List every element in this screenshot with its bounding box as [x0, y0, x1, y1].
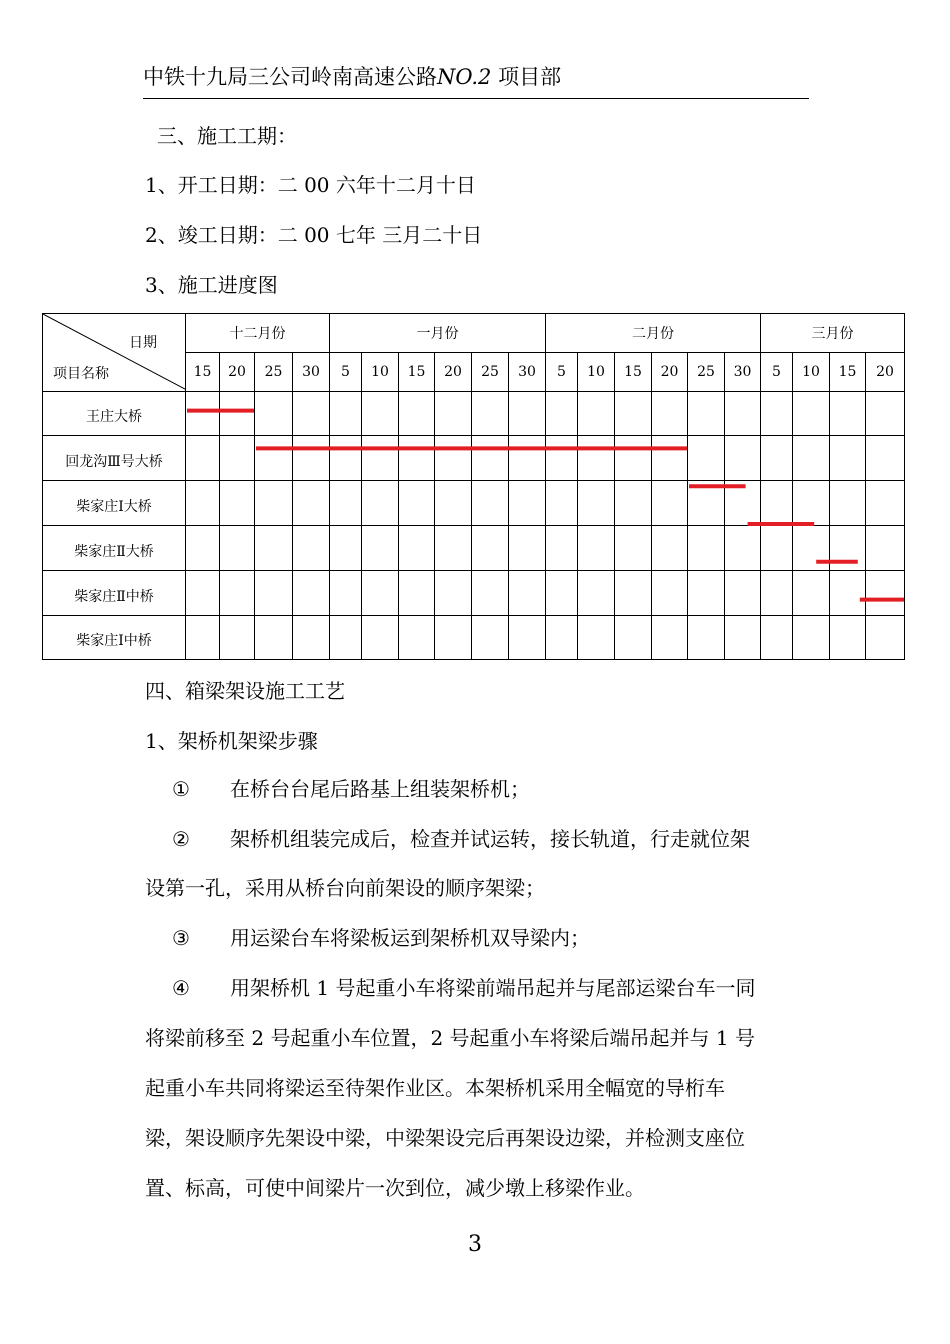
gantt-cell [761, 481, 793, 526]
corner-date-label: 日期 [129, 335, 157, 351]
gantt-cell [761, 525, 793, 570]
start-date: 1、开工日期：二 00 六年十二月十日 [145, 173, 476, 197]
page-header [143, 60, 809, 99]
gantt-cell [472, 391, 509, 436]
gantt-cell [830, 481, 866, 526]
gantt-cell [830, 436, 866, 481]
gantt-cell [615, 525, 652, 570]
gantt-cell [220, 570, 255, 615]
gantt-cell [830, 391, 866, 436]
gantt-cell [652, 436, 688, 481]
page-number: 3 [468, 1232, 482, 1257]
step-number-circle: ② [172, 827, 190, 851]
step-text: 在桥台台尾后路基上组装架桥机； [230, 777, 530, 801]
gantt-task-row [43, 481, 905, 526]
gantt-cell [435, 436, 472, 481]
end-date: 2、竣工日期：二 00 七年 三月二十日 [145, 223, 483, 247]
gantt-cell [761, 436, 793, 481]
day-header: 30 [293, 352, 330, 391]
gantt-cell [830, 525, 866, 570]
gantt-cell [293, 481, 330, 526]
gantt-cell [362, 391, 399, 436]
gantt-cell [255, 391, 293, 436]
gantt-cell [362, 615, 399, 660]
gantt-cell [725, 436, 761, 481]
day-header: 25 [255, 352, 293, 391]
gantt-task-row [43, 525, 905, 570]
gantt-cell [255, 615, 293, 660]
day-header: 10 [362, 352, 399, 391]
gantt-task-row [43, 615, 905, 660]
gantt-cell [472, 525, 509, 570]
gantt-cell [362, 525, 399, 570]
header-title-tail: 项目部 [498, 65, 562, 89]
gantt-cell [293, 436, 330, 481]
day-header: 20 [220, 352, 255, 391]
gantt-cell [793, 481, 830, 526]
gantt-cell [578, 391, 615, 436]
gantt-month-row [43, 314, 905, 353]
gantt-cell [793, 391, 830, 436]
step-text: 架桥机组装完成后，检查并试运转，接长轨道，行走就位架 [230, 827, 750, 851]
gantt-cell [725, 615, 761, 660]
task-name: 王庄大桥 [43, 391, 186, 436]
gantt-cell [435, 481, 472, 526]
gantt-cell [615, 391, 652, 436]
procedure-line [172, 974, 755, 1002]
day-header: 30 [725, 352, 761, 391]
step-number-circle: ① [172, 777, 190, 801]
gantt-cell [509, 570, 546, 615]
gantt-cell [220, 525, 255, 570]
section4-subheading: 1、架桥机架梁步骤 [145, 729, 318, 753]
gantt-cell [220, 391, 255, 436]
day-header: 10 [793, 352, 830, 391]
month-header: 三月份 [761, 314, 905, 353]
gantt-task-row [43, 436, 905, 481]
task-name: 柴家庄Ⅰ中桥 [43, 615, 186, 660]
gantt-cell [220, 436, 255, 481]
gantt-cell [615, 570, 652, 615]
gantt-cell [761, 615, 793, 660]
gantt-cell [725, 525, 761, 570]
step-text: 梁，架设顺序先架设中梁，中梁架设完后再架设边梁，并检测支座位 [145, 1126, 745, 1150]
procedure-line [172, 825, 750, 853]
month-header: 二月份 [546, 314, 761, 353]
gantt-cell [435, 525, 472, 570]
gantt-cell [399, 525, 435, 570]
gantt-cell [546, 525, 578, 570]
gantt-cell [509, 481, 546, 526]
task-name: 柴家庄Ⅰ大桥 [43, 481, 186, 526]
procedure-line [145, 1024, 755, 1052]
gantt-cell [652, 570, 688, 615]
gantt-cell [652, 615, 688, 660]
schedule-chart-title: 3、施工进度图 [145, 273, 278, 297]
gantt-cell [255, 436, 293, 481]
gantt-cell [293, 615, 330, 660]
gantt-cell [578, 525, 615, 570]
gantt-cell [399, 391, 435, 436]
gantt-cell [330, 570, 362, 615]
gantt-cell [330, 525, 362, 570]
day-header: 10 [578, 352, 615, 391]
gantt-cell [435, 391, 472, 436]
gantt-cell [186, 391, 220, 436]
gantt-cell [330, 436, 362, 481]
gantt-cell [362, 570, 399, 615]
gantt-cell [293, 570, 330, 615]
procedure-line [145, 1174, 645, 1202]
month-header: 一月份 [330, 314, 546, 353]
gantt-cell [725, 391, 761, 436]
gantt-cell [472, 436, 509, 481]
day-header: 5 [761, 352, 793, 391]
day-header: 15 [830, 352, 866, 391]
gantt-cell [866, 525, 905, 570]
gantt-cell [435, 615, 472, 660]
schedule-gantt-table [42, 313, 905, 660]
day-header: 15 [399, 352, 435, 391]
gantt-cell [578, 436, 615, 481]
gantt-cell [330, 481, 362, 526]
step-text: 起重小车共同将梁运至待架作业区。本架桥机采用全幅宽的导桁车 [145, 1076, 725, 1100]
gantt-cell [688, 570, 725, 615]
gantt-cell [866, 481, 905, 526]
step-text: 将梁前移至 2 号起重小车位置，2 号起重小车将梁后端吊起并与 1 号 [145, 1026, 755, 1050]
gantt-cell [293, 525, 330, 570]
gantt-cell [472, 481, 509, 526]
procedure-line [145, 1074, 725, 1102]
step-text: 用架桥机 1 号起重小车将梁前端吊起并与尾部运梁台车一同 [230, 976, 756, 1000]
gantt-cell [220, 481, 255, 526]
gantt-cell [186, 481, 220, 526]
gantt-cell [330, 615, 362, 660]
gantt-task-row [43, 391, 905, 436]
day-header: 20 [866, 352, 905, 391]
gantt-cell [362, 436, 399, 481]
gantt-cell [793, 570, 830, 615]
gantt-task-row [43, 570, 905, 615]
gantt-cell [688, 436, 725, 481]
gantt-cell [725, 481, 761, 526]
day-header: 15 [615, 352, 652, 391]
gantt-cell [578, 481, 615, 526]
corner-name-label: 项目名称 [53, 365, 109, 382]
task-name: 柴家庄Ⅱ中桥 [43, 570, 186, 615]
gantt-cell [793, 525, 830, 570]
gantt-cell [688, 525, 725, 570]
gantt-cell [578, 570, 615, 615]
gantt-cell [652, 525, 688, 570]
gantt-cell [866, 391, 905, 436]
gantt-cell [761, 391, 793, 436]
gantt-cell [830, 615, 866, 660]
gantt-cell [509, 615, 546, 660]
gantt-cell [472, 615, 509, 660]
header-project-no: NO.2 [437, 65, 492, 89]
gantt-cell [866, 570, 905, 615]
gantt-cell [546, 615, 578, 660]
task-name: 回龙沟Ⅲ号大桥 [43, 436, 186, 481]
gantt-cell [472, 570, 509, 615]
gantt-cell [652, 391, 688, 436]
step-text: 置、标高，可使中间梁片一次到位，减少墩上移梁作业。 [145, 1176, 645, 1200]
day-header: 30 [509, 352, 546, 391]
gantt-cell [255, 481, 293, 526]
day-header: 20 [435, 352, 472, 391]
procedure-line [145, 874, 545, 902]
gantt-cell [578, 615, 615, 660]
gantt-cell [546, 436, 578, 481]
day-header: 25 [472, 352, 509, 391]
day-header: 5 [330, 352, 362, 391]
header-title: 中铁十九局三公司岭南高速公路 [143, 65, 437, 89]
gantt-cell [293, 391, 330, 436]
gantt-cell [793, 615, 830, 660]
day-header: 20 [652, 352, 688, 391]
gantt-cell [652, 481, 688, 526]
step-text: 用运梁台车将梁板运到架桥机双导梁内； [230, 926, 590, 950]
day-header: 5 [546, 352, 578, 391]
step-number-circle: ③ [172, 926, 190, 950]
task-name: 柴家庄Ⅱ大桥 [43, 525, 186, 570]
section4-heading: 四、箱梁架设施工工艺 [145, 679, 345, 703]
gantt-cell [761, 570, 793, 615]
procedure-line [172, 924, 590, 952]
gantt-cell [546, 481, 578, 526]
gantt-cell [688, 481, 725, 526]
gantt-cell [546, 570, 578, 615]
gantt-cell [793, 436, 830, 481]
gantt-cell [399, 615, 435, 660]
gantt-cell [725, 570, 761, 615]
gantt-cell [399, 481, 435, 526]
procedure-line [145, 1124, 745, 1152]
gantt-cell [186, 525, 220, 570]
gantt-cell [220, 615, 255, 660]
gantt-cell [688, 615, 725, 660]
gantt-cell [330, 391, 362, 436]
gantt-cell [186, 436, 220, 481]
gantt-cell [615, 615, 652, 660]
gantt-cell [186, 615, 220, 660]
procedure-line [172, 775, 530, 803]
gantt-cell [255, 570, 293, 615]
gantt-cell [399, 570, 435, 615]
gantt-cell [615, 436, 652, 481]
gantt-cell [399, 436, 435, 481]
day-header: 15 [186, 352, 220, 391]
gantt-cell [615, 481, 652, 526]
gantt-cell [509, 436, 546, 481]
gantt-cell [435, 570, 472, 615]
day-header: 25 [688, 352, 725, 391]
gantt-cell [509, 391, 546, 436]
gantt-cell [509, 525, 546, 570]
gantt-cell [830, 570, 866, 615]
gantt-cell [866, 436, 905, 481]
step-text: 设第一孔，采用从桥台向前架设的顺序架梁； [145, 876, 545, 900]
gantt-cell [866, 615, 905, 660]
gantt-cell [186, 570, 220, 615]
gantt-cell [255, 525, 293, 570]
section3-heading: 三、施工工期： [157, 124, 297, 148]
gantt-corner-header [43, 314, 186, 392]
gantt-cell [362, 481, 399, 526]
step-number-circle: ④ [172, 976, 190, 1000]
gantt-cell [688, 391, 725, 436]
month-header: 十二月份 [186, 314, 330, 353]
gantt-cell [546, 391, 578, 436]
